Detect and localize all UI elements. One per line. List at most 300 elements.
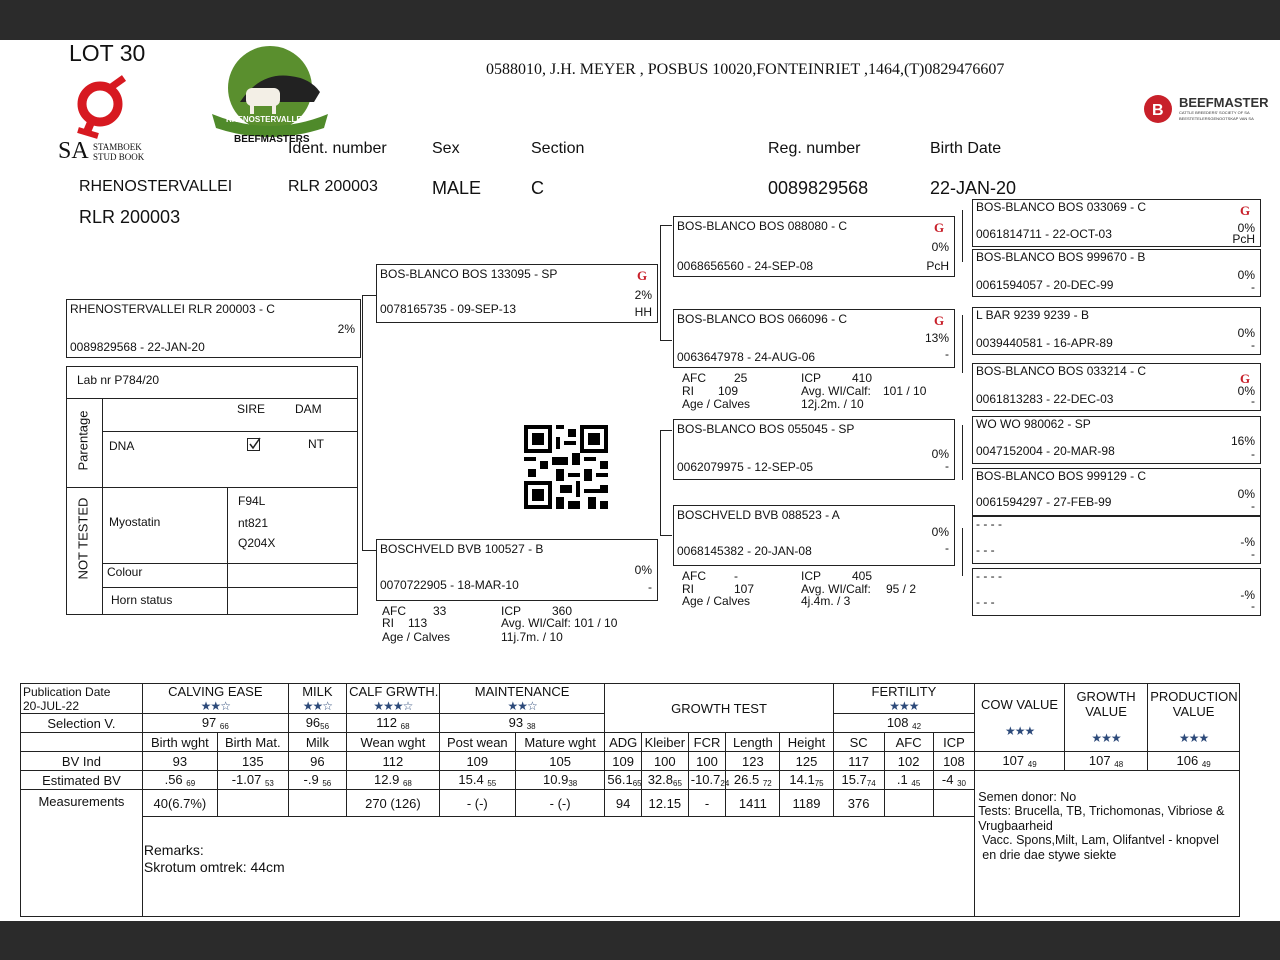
value: 14.1: [789, 772, 815, 787]
publication-cell: [21, 684, 143, 714]
accuracy: 74: [866, 779, 876, 788]
star-rating-icon: ★★☆: [507, 699, 537, 713]
lab-nr: Lab nr P784/20: [77, 373, 160, 387]
label-section: Section: [531, 140, 585, 157]
bv-value: 109: [605, 752, 641, 771]
dam-stat-afc-label: AFC: [382, 604, 406, 618]
trait-label: AFC: [884, 733, 933, 752]
trait-label: Wean wght: [347, 733, 440, 752]
bv-value: 117: [833, 752, 884, 771]
bv-value: 123: [726, 752, 780, 771]
gp2-afc-label: AFC: [682, 371, 706, 385]
myostatin-value: Q204X: [238, 536, 276, 550]
value: 12.9: [374, 772, 400, 787]
ggp-name: - - - -: [976, 569, 1002, 583]
ggp-box-5: [972, 416, 1261, 464]
ggp-code: -: [1251, 499, 1255, 513]
star-rating-icon: ★★★: [1178, 731, 1209, 745]
dna-dam-value: NT: [308, 437, 324, 451]
dam-stat-wcalf: 101 / 10: [574, 616, 618, 630]
remarks-text: Skrotum omtrek: 44cm: [143, 859, 285, 875]
label-birth: Birth Date: [930, 140, 1002, 157]
measurement-value: 1411: [726, 790, 780, 817]
measurement-value: 1189: [780, 790, 833, 817]
ggp-box-1: [972, 199, 1261, 247]
gp-code: -: [945, 347, 949, 361]
connector-dam-b: [660, 535, 672, 536]
animal-box: [66, 299, 361, 358]
accuracy: 72: [762, 779, 772, 788]
measurement-value: - (-): [515, 790, 605, 817]
notes-cell: [975, 790, 1240, 917]
not-tested-label: NOT TESTED: [75, 497, 91, 580]
dam-stat-ri: 113: [408, 616, 428, 630]
accuracy: 45: [911, 779, 921, 788]
selection-value: [142, 714, 288, 733]
gp-reg: 0068145382 - 20-JAN-08: [677, 544, 812, 558]
ggp-reg: 0047152004 - 20-MAR-98: [976, 444, 1115, 458]
measurement-value: 94: [605, 790, 641, 817]
ggp-code: PcH: [1232, 232, 1255, 246]
ebv-value: [726, 771, 780, 790]
gp4-ri: 107: [734, 582, 755, 596]
ebv-value: [605, 771, 641, 790]
measurement-value: 270 (126): [347, 790, 440, 817]
value: -4: [941, 772, 954, 787]
gi-icon: [1240, 371, 1256, 385]
svg-text:B: B: [1152, 102, 1164, 119]
ebv-value: [833, 771, 884, 790]
gp-name: BOSCHVELD BVB 088523 - A: [677, 508, 840, 522]
ebv-value: [688, 771, 730, 790]
measurement-value: 40(6.7%): [142, 790, 217, 817]
lab-divider: [102, 563, 357, 564]
value: -1.07: [231, 772, 262, 787]
lab-sire-header: SIRE: [237, 402, 266, 416]
gi-icon: [1240, 203, 1256, 217]
value: 107: [1002, 753, 1025, 768]
rhenostervallei-logo: [210, 42, 330, 146]
ggp-box-7: [972, 516, 1261, 564]
accuracy: 65: [632, 779, 642, 788]
connector-gp1: [962, 210, 963, 262]
ggp-reg: 0061594057 - 20-DEC-99: [976, 278, 1114, 292]
group-label: FERTILITY: [871, 684, 937, 699]
trait-label: Mature wght: [515, 733, 605, 752]
trait-label: FCR: [688, 733, 726, 752]
colour-label: Colour: [107, 565, 143, 579]
ggp-reg: - - -: [976, 595, 995, 609]
star-rating-icon: ★★☆: [200, 699, 230, 713]
trait-label: ICP: [933, 733, 975, 752]
dam-stat-wcalf-label: Avg. WI/Calf:: [501, 616, 571, 630]
calf-growth-header: [347, 684, 440, 714]
connector-sire: [660, 225, 661, 340]
connector-sire-b: [660, 340, 672, 341]
ggp-pct: 16%: [1230, 434, 1255, 448]
beefmaster-sub: CATTLE BREEDERS' SOCIETY OF SA: [1179, 110, 1250, 115]
accuracy: 42: [912, 722, 922, 731]
value: 93: [508, 715, 524, 730]
star-rating-icon: ★★☆: [302, 699, 333, 713]
label-sex: Sex: [432, 140, 460, 157]
ebv-value: [347, 771, 440, 790]
animal-name-line2: RLR 200003: [79, 207, 181, 227]
bottom-bar: [0, 921, 1280, 960]
publication-date: 20-JUL-22: [23, 698, 80, 713]
label-ident: Ident. number: [288, 140, 387, 157]
animal-box-reg: 0089829568 - 22-JAN-20: [70, 340, 205, 354]
ggp-reg: 0061814711 - 22-OCT-03: [976, 227, 1112, 241]
accuracy: 68: [400, 722, 410, 731]
ggp-pct: -%: [1240, 535, 1255, 549]
value: 96: [305, 715, 321, 730]
remarks-label: Remarks:: [143, 842, 204, 858]
trait-label: ADG: [605, 733, 641, 752]
selection-value: [833, 714, 975, 733]
ggp-code: -: [1251, 447, 1255, 461]
value: .56: [164, 772, 183, 787]
estimated-bv-label: Estimated BV: [21, 771, 143, 790]
ggp-box-3: [972, 307, 1261, 355]
gp4-ri-label: RI: [682, 582, 694, 596]
accuracy: 56: [322, 779, 332, 788]
growth-test-header: GROWTH TEST: [605, 684, 833, 733]
reg-value: 0089829568: [768, 178, 869, 198]
ggp-name: - - - -: [976, 517, 1002, 531]
trait-label: Milk: [288, 733, 346, 752]
growth-value-header: [1064, 684, 1147, 752]
lab-dam-header: DAM: [295, 402, 322, 416]
selection-value: [288, 714, 346, 733]
ident-value: RLR 200003: [288, 178, 378, 195]
animal-name-line1: RHENOSTERVALLEI: [79, 178, 233, 195]
lab-divider: [67, 487, 357, 488]
trait-label: Birth wght: [142, 733, 217, 752]
accuracy: 53: [264, 779, 274, 788]
selection-label: Selection V.: [21, 714, 143, 733]
star-rating-icon: ★★★: [1004, 723, 1035, 738]
bv-ind-label: BV Ind: [21, 752, 143, 771]
ggp-name: BOS-BLANCO BOS 033069 - C: [976, 200, 1147, 214]
dna-label: DNA: [109, 439, 135, 453]
qr-code: [523, 425, 609, 509]
notes-top: [975, 771, 1240, 790]
birth-value: 22-JAN-20: [930, 178, 1017, 198]
star-rating-icon: ★★★☆: [373, 699, 413, 713]
ggp-box-6: [972, 468, 1261, 516]
ggp-pct: -%: [1240, 588, 1255, 602]
gp2-ri-label: RI: [682, 384, 694, 398]
connector-animal-sire: [362, 295, 377, 296]
ggp-name: BOS-BLANCO BOS 033214 - C: [976, 364, 1147, 378]
animal-box-pct: 2%: [337, 322, 355, 336]
gp-pct: 13%: [924, 331, 949, 345]
group-label: CALVING EASE: [168, 684, 263, 699]
remarks-cell: [142, 817, 974, 917]
myostatin-label: Myostatin: [109, 515, 161, 529]
gp-name: BOS-BLANCO BOS 055045 - SP: [677, 422, 855, 436]
publication-label: Publication Date: [23, 684, 111, 699]
beefmasters-text: BEEFMASTERS: [234, 134, 310, 145]
ggp-reg: - - -: [976, 543, 995, 557]
dam-reg: 0070722905 - 18-MAR-10: [380, 578, 519, 592]
value: 10.9: [543, 772, 569, 787]
gp-box-1: [673, 216, 955, 277]
svg-text:G: G: [934, 313, 945, 328]
group-label: MAINTENANCE: [474, 684, 570, 699]
value: 106: [1176, 753, 1199, 768]
bv-value: 108: [933, 752, 975, 771]
calving-ease-header: [142, 684, 288, 714]
parentage-label: Parentage: [75, 410, 91, 471]
trait-label: Length: [726, 733, 780, 752]
ebv-value: [439, 771, 515, 790]
value: 26.5: [733, 772, 760, 787]
value: -10.7: [690, 772, 721, 787]
connector-animal-dam: [362, 550, 377, 551]
value: -.9: [303, 772, 319, 787]
vaccination-text: Vacc. Spons,Milt, Lam, Olifantvel - knopvel en drie dae stywe siekte: [982, 833, 1219, 862]
gp2-agecalves: 12j.2m. / 10: [801, 397, 864, 411]
trait-label: SC: [833, 733, 884, 752]
value: 15.4: [458, 772, 484, 787]
dam-code: -: [648, 580, 652, 594]
ebv-value: [641, 771, 688, 790]
gp-name: BOS-BLANCO BOS 088080 - C: [677, 219, 848, 233]
dam-name: BOSCHVELD BVB 100527 - B: [380, 542, 544, 556]
value: 112: [376, 715, 398, 730]
ebv-value: [142, 771, 217, 790]
beefmaster-b-icon: [1143, 94, 1173, 124]
measurement-value: 12.15: [641, 790, 688, 817]
stamboek-line2: STUD BOOK: [93, 152, 145, 162]
ggp-code: -: [1251, 280, 1255, 294]
value: 97: [201, 715, 217, 730]
ggp-box-2: [972, 249, 1261, 297]
accuracy: 49: [1201, 760, 1211, 769]
gp2-ri: 109: [718, 384, 739, 398]
accuracy: 49: [1027, 760, 1037, 769]
measurements-label: Measurements: [21, 790, 143, 917]
dam-stat-afc: 33: [433, 604, 447, 618]
gp2-wcalf: 101 / 10: [883, 384, 927, 398]
accuracy: 38: [526, 722, 536, 731]
gp4-wcalf: 95 / 2: [886, 582, 917, 596]
ggp-reg: 0061594297 - 27-FEB-99: [976, 495, 1112, 509]
production-value-header: [1148, 684, 1240, 752]
sire-box: [376, 264, 658, 323]
ebv-value: [933, 771, 975, 790]
ggp-pct: 0%: [1237, 268, 1255, 282]
trait-label: Height: [780, 733, 833, 752]
sex-value: MALE: [432, 178, 482, 198]
milk-header: [288, 684, 346, 714]
index-value: [1064, 752, 1147, 771]
lab-divider: [227, 487, 228, 614]
gp-box-4: [673, 505, 955, 566]
dam-box: [376, 539, 658, 601]
myostatin-value: F94L: [238, 494, 266, 508]
ggp-reg: 0039440581 - 16-APR-89: [976, 336, 1113, 350]
measurements-row: [21, 790, 1240, 817]
star-rating-icon: ★★★: [1091, 731, 1121, 745]
ebv-table: [20, 683, 1240, 917]
accuracy: 68: [402, 779, 412, 788]
gp2-wcalf-label: Avg. WI/Calf:: [801, 384, 871, 398]
svg-text:G: G: [934, 220, 945, 235]
measurement-value: [884, 790, 933, 817]
gp4-agecalves-label: Age / Calves: [682, 594, 751, 608]
dam-stat-icp: 360: [552, 604, 573, 618]
ggp-name: BOS-BLANCO BOS 999129 - C: [976, 469, 1147, 483]
ggp-code: -: [1251, 547, 1255, 561]
trait-label: Post wean: [439, 733, 515, 752]
bv-value: 135: [217, 752, 288, 771]
group-label: MILK: [302, 684, 333, 699]
gp-pct: 0%: [931, 525, 949, 539]
value: 32.8: [647, 772, 674, 787]
breeder-line: 0588010, J.H. MEYER , POSBUS 10020,FONTEINRIET ,1464,(T)0829476607: [486, 61, 1005, 78]
group-label: PRODUCTION VALUE: [1150, 689, 1238, 719]
value: 107: [1088, 753, 1111, 768]
beefmaster-logo: [1143, 94, 1269, 126]
lab-divider: [102, 587, 357, 588]
bv-ind-row: [21, 752, 1240, 771]
ggp-reg: 0061813283 - 22-DEC-03: [976, 392, 1114, 406]
ggp-box-8: [972, 568, 1261, 616]
dam-pct: 0%: [634, 563, 652, 577]
myostatin-value: nt821: [238, 516, 269, 530]
gp2-agecalves-label: Age / Calves: [682, 397, 751, 411]
bv-value: 105: [515, 752, 605, 771]
checkbox-checked-icon: [247, 437, 261, 451]
value: 15.7: [841, 772, 867, 787]
ebv-header-row: [21, 684, 1240, 714]
gp4-icp: 405: [852, 569, 873, 583]
gp-box-2: [673, 309, 955, 368]
gp4-icp-label: ICP: [801, 569, 822, 583]
gi-icon: [637, 268, 653, 282]
svg-text:G: G: [1240, 203, 1251, 218]
rhenostervallei-text: RHENOSTERVALLEI: [226, 115, 304, 124]
ebv-value: [515, 771, 605, 790]
accuracy: 65: [673, 779, 682, 788]
gp-code: -: [945, 459, 949, 473]
gp4-afc-label: AFC: [682, 569, 706, 583]
gp2-icp: 410: [852, 371, 873, 385]
animal-box-name: RHENOSTERVALLEI RLR 200003 - C: [70, 302, 275, 316]
bv-value: 93: [142, 752, 217, 771]
ggp-code: -: [1251, 599, 1255, 613]
gi-icon: [934, 313, 950, 327]
ggp-pct: 0%: [1237, 384, 1255, 398]
ggp-name: L BAR 9239 9239 - B: [976, 308, 1089, 322]
connector-dam: [660, 430, 661, 535]
gp-reg: 0063647978 - 24-AUG-06: [677, 350, 816, 364]
trait-label: Birth Mat.: [217, 733, 288, 752]
ggp-pct: 0%: [1237, 221, 1255, 235]
connector-gp3: [962, 425, 963, 480]
selection-value: [347, 714, 440, 733]
accuracy: 66: [219, 722, 229, 731]
ggp-code: -: [1251, 394, 1255, 408]
value: 56.1: [607, 772, 633, 787]
estimated-bv-row: [21, 771, 1240, 790]
ggp-name: BOS-BLANCO BOS 999670 - B: [976, 250, 1146, 264]
lab-box: [66, 366, 358, 615]
gp2-afc: 25: [734, 371, 748, 385]
bv-value: 102: [884, 752, 933, 771]
gi-icon: [934, 220, 950, 234]
accuracy: 30: [957, 779, 966, 788]
section-value: C: [531, 178, 544, 198]
svg-text:G: G: [637, 268, 648, 283]
trait-blank: [21, 733, 143, 752]
ebv-value: [780, 771, 833, 790]
sire-reg: 0078165735 - 09-SEP-13: [380, 302, 517, 316]
ggp-pct: 0%: [1237, 326, 1255, 340]
ebv-value: [288, 771, 346, 790]
dam-stat-ri-label: RI: [382, 616, 394, 630]
beefmaster-text: BEEFMASTER: [1179, 95, 1269, 110]
measurement-value: [933, 790, 975, 817]
ggp-box-4: [972, 363, 1261, 411]
top-bar: [0, 0, 1280, 40]
measurement-value: [217, 790, 288, 817]
connector-animal: [362, 295, 363, 550]
measurement-value: 376: [833, 790, 884, 817]
trait-label: Kleiber: [641, 733, 688, 752]
connector-gp2: [962, 315, 963, 373]
accuracy: 48: [1114, 760, 1124, 769]
gp-code: PcH: [926, 259, 949, 273]
stamboek-sa: SA: [58, 138, 89, 164]
sire-name: BOS-BLANCO BOS 133095 - SP: [380, 267, 558, 281]
sire-pct: 2%: [634, 288, 652, 302]
accuracy: 55: [487, 779, 497, 788]
beefmaster-sub2: BEESTETELERSGENOOTSKAP VAN SA: [1179, 116, 1254, 121]
cow-value-header: [975, 684, 1065, 752]
index-value: [975, 752, 1065, 771]
accuracy: 24: [720, 779, 730, 788]
gp-reg: 0068656560 - 24-SEP-08: [677, 259, 814, 273]
index-value: [1148, 752, 1240, 771]
ebv-value: [884, 771, 933, 790]
accuracy: 69: [186, 779, 196, 788]
group-label: COW VALUE: [981, 696, 1059, 712]
bv-value: 100: [641, 752, 688, 771]
ggp-pct: 0%: [1237, 487, 1255, 501]
svg-text:G: G: [1240, 371, 1251, 386]
label-reg: Reg. number: [768, 140, 861, 157]
ebv-value: [217, 771, 288, 790]
qr-code-icon: [523, 425, 609, 509]
gp-code: -: [945, 541, 949, 555]
connector-sire-a: [660, 225, 672, 226]
group-label: GROWTH VALUE: [1076, 689, 1136, 719]
stamboek-logo: [58, 78, 158, 166]
connector-dam-a: [660, 430, 672, 431]
accuracy: 38: [568, 779, 578, 788]
gp-pct: 0%: [931, 447, 949, 461]
connector-gp4: [962, 528, 963, 576]
ggp-name: WO WO 980062 - SP: [976, 417, 1091, 431]
bv-value: 96: [288, 752, 346, 771]
dam-stat-agecalves-label: Age / Calves: [382, 630, 451, 644]
dam-stat-agecalves: 11j.7m. / 10: [501, 630, 563, 644]
bv-value: 109: [439, 752, 515, 771]
